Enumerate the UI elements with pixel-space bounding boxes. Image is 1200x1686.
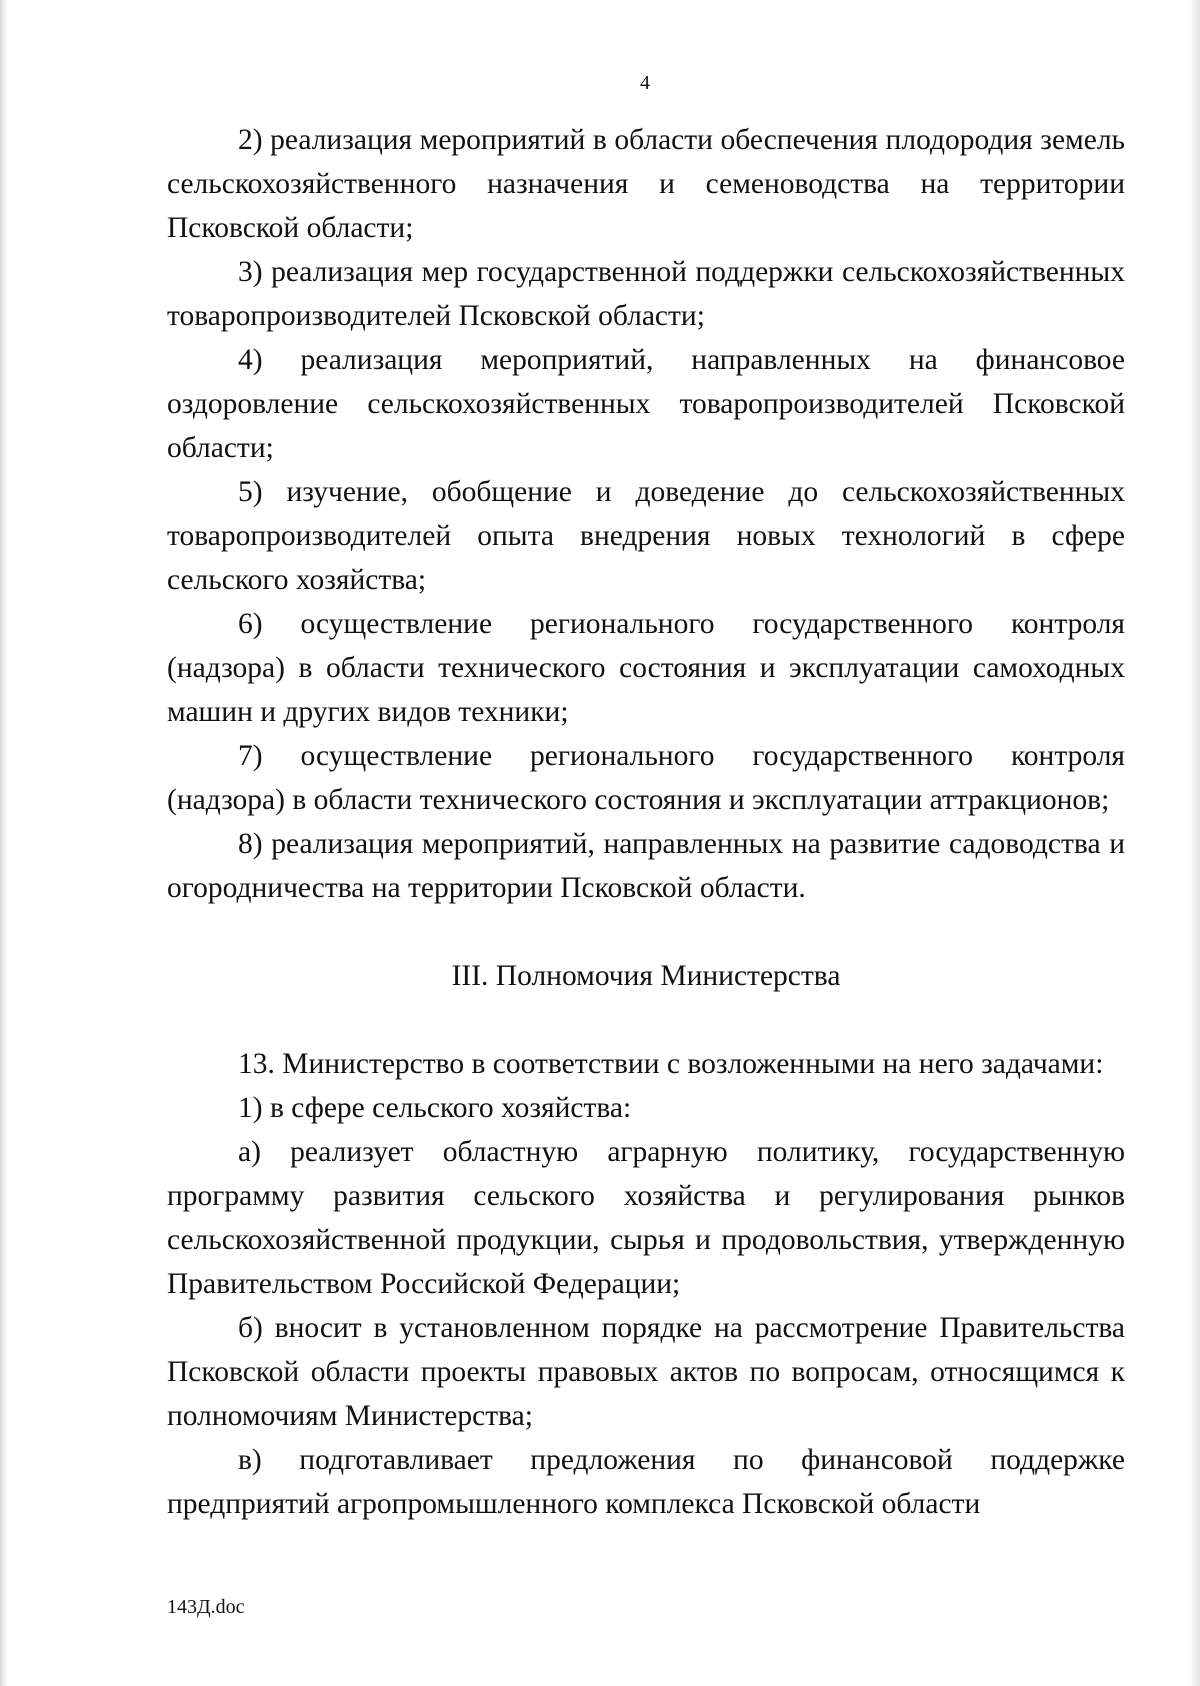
clause-13-intro: 13. Министерство в соответствии с возложенными на него задачами:	[238, 1048, 1104, 1080]
page-number: 4	[640, 72, 650, 94]
clause-13-subsection-1: 1) в сфере сельского хозяйства:	[238, 1092, 632, 1124]
list-item-6: 6) осуществление регионального государственного контроля (надзора) в области технического состояния и эксплуатации самоходных машин и других видов техники;	[167, 608, 1125, 728]
document-footer-filename: 143Д.doc	[167, 1596, 245, 1618]
clause-13-item-b: б) вносит в установленном порядке на рассмотрение Правительства Псковской области проекты правовых актов по вопросам, относящимся к полномочиям Министерства;	[167, 1312, 1125, 1432]
document-body	[167, 118, 1125, 1526]
list-item-3: 3) реализация мер государственной поддержки сельскохозяйственных товаропроизводителей Псковской области;	[167, 256, 1125, 332]
list-item-4: 4) реализация мероприятий, направленных на финансовое оздоровление сельскохозяйственных товаропроизводителей Псковской области;	[167, 344, 1125, 464]
section-heading: III. Полномочия Министерства	[451, 960, 841, 992]
list-item-8: 8) реализация мероприятий, направленных на развитие садоводства и огородничества на территории Псковской области.	[167, 828, 1125, 904]
scan-right-edge	[1186, 0, 1200, 1686]
list-item-2: 2) реализация мероприятий в области обеспечения плодородия земель сельскохозяйственного назначения и семеноводства на территории Псковской области;	[167, 124, 1125, 244]
list-item-7: 7) осуществление регионального государственного контроля (надзора) в области технического состояния и эксплуатации аттракционов;	[167, 740, 1125, 816]
list-item-5: 5) изучение, обобщение и доведение до сельскохозяйственных товаропроизводителей опыта внедрения новых технологий в сфере сельского хозяйства;	[167, 476, 1125, 596]
scan-left-edge	[0, 0, 8, 1686]
clause-13-item-a: а) реализует областную аграрную политику, государственную программу развития сельского хозяйства и регулирования рынков сельскохозяйственной продукции, сырья и продовольствия, утвержденную Правительством Российской Федерации;	[167, 1136, 1125, 1300]
clause-13-item-v: в) подготавливает предложения по финансовой поддержке предприятий агропромышленного комплекса Псковской области	[167, 1444, 1125, 1520]
